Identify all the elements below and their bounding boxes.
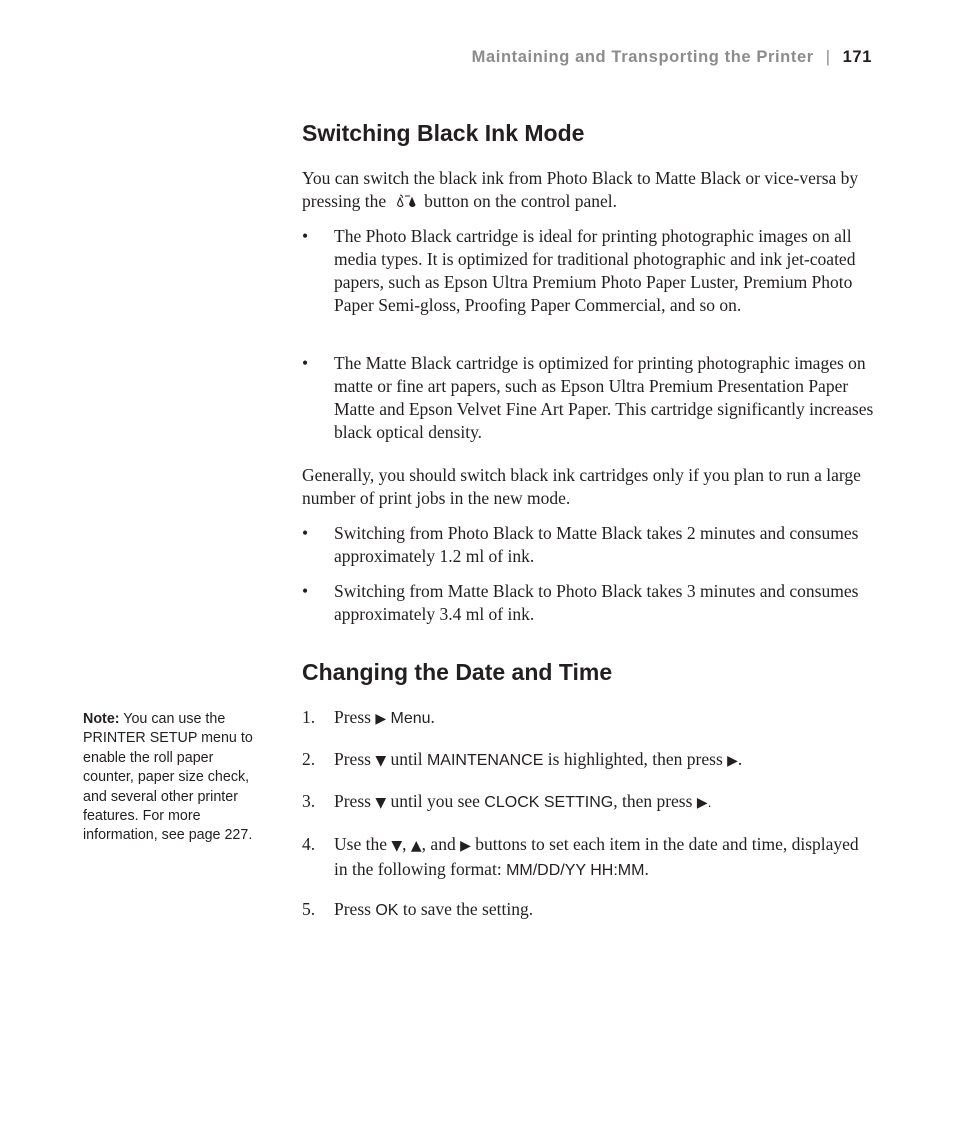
step-text: Press ▶ Menu.	[334, 707, 435, 727]
right-arrow-icon: ▶	[727, 753, 738, 769]
step-number: 3.	[302, 791, 316, 811]
down-arrow-icon: ▼	[375, 753, 387, 769]
right-arrow-icon: ▶	[696, 795, 708, 811]
menu-button-label: Menu	[390, 710, 431, 727]
clock-setting-label: CLOCK SETTING	[484, 794, 614, 811]
note-label: Note:	[83, 711, 120, 727]
maintenance-label: MAINTENANCE	[426, 752, 544, 769]
section-heading-date-time: Changing the Date and Time	[302, 659, 613, 685]
printer-setup-label: PRINTER SETUP	[83, 730, 198, 747]
step-text: Use the ▼, ▲, and ▶ buttons to set each item in the date and time, displayed in the following format: MM/DD/YY HH:MM.	[334, 834, 859, 879]
date-format-label: MM/DD/YY HH:MM	[506, 862, 645, 879]
running-header	[472, 48, 872, 67]
ok-button-label: OK	[375, 902, 399, 919]
margin-note: Note: You can use the PRINTER SETUP menu to enable the roll paper counter, paper size check, and several other printer features. For more information, see page 227.	[83, 711, 253, 844]
bullet-text: The Photo Black cartridge is ideal for printing photographic images on all media types. It is optimized for traditional photographic and ink jet-coated papers, such as Epson Ultra Premium Photo Paper Luster, Premium Photo Paper Semi-gloss, Proofing Paper Commercial, and so on.	[334, 226, 856, 315]
generally-paragraph: Generally, you should switch black ink cartridges only if you plan to run a large number of print jobs in the new mode.	[302, 465, 861, 508]
down-arrow-icon: ▼	[391, 838, 403, 854]
page-number: 171	[842, 48, 872, 66]
ink-switch-icon	[396, 193, 418, 216]
bullet-mark: •	[302, 353, 309, 373]
right-arrow-icon: ▶	[375, 711, 387, 727]
bullet-text: Switching from Photo Black to Matte Black takes 2 minutes and consumes approximately 1.2 ml of ink.	[334, 523, 859, 566]
step-number: 5.	[302, 899, 316, 919]
bullet-mark: •	[302, 523, 309, 543]
bullet-text: The Matte Black cartridge is optimized for printing photographic images on matte or fine art papers, such as Epson Ultra Premium Presentation Paper Matte and Epson Velvet Fine Art Paper. This cartridge significantly increases black optical density.	[334, 353, 874, 442]
bullet-text: Switching from Matte Black to Photo Black takes 3 minutes and consumes approximately 3.4 ml of ink.	[334, 581, 859, 624]
step-text: Press OK to save the setting.	[334, 899, 534, 919]
up-arrow-icon: ▲	[410, 838, 422, 854]
step-text: Press ▼ until you see CLOCK SETTING, then press ▶.	[334, 791, 712, 811]
step-number: 4.	[302, 834, 316, 854]
intro-paragraph: You can switch the black ink from Photo Black to Matte Black or vice-versa by pressing the button on the control panel.	[302, 167, 874, 216]
bullet-mark: •	[302, 226, 309, 246]
step-text: Press ▼ until MAINTENANCE is highlighted, then press ▶.	[334, 749, 743, 769]
bullet-mark: •	[302, 581, 309, 601]
header-separator: |	[825, 48, 831, 66]
right-arrow-icon: ▶	[460, 838, 471, 854]
running-title: Maintaining and Transporting the Printer	[471, 48, 814, 66]
down-arrow-icon: ▼	[375, 795, 387, 811]
step-number: 1.	[302, 707, 316, 727]
step-number: 2.	[302, 749, 316, 769]
section-heading-black-ink: Switching Black Ink Mode	[302, 120, 585, 146]
